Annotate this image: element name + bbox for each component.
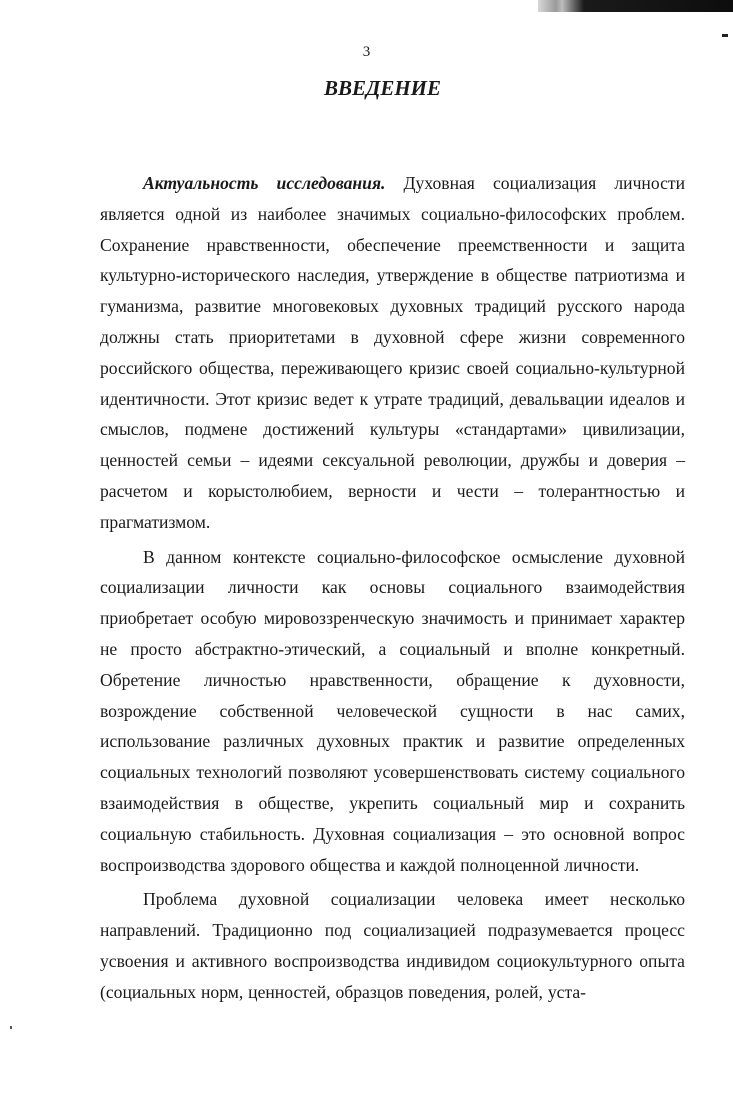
paragraph-text: Проблема духовной социализации человека имеет несколько направлений. Традиционно под социализацией подразумевается процесс усвоения и активного воспроизводства индивидом социокультурного опыта (социальных норм, ценностей, образцов поведения, ролей, уста-: [100, 889, 685, 1002]
paragraph-text: Духовная социализация личности является одной из наиболее значимых социально-философских проблем. Сохранение нравственности, обеспечение преемственности и защита культурно-исторического наследия, утверждение в обществе патриотизма и гуманизма, развитие многовековых духовных традиций русского народа должны стать приоритетами в духовной сфере жизни современного российского общества, переживающего кризис своей социально-культурной идентичности. Этот кризис ведет к утрате традиций, девальвации идеалов и смыслов, подмене достижений культуры «стандартами» цивилизации, ценностей семьи – идеями сексуальной революции, дружбы и доверия – расчетом и корыстолюбием, верности и чести – толерантностью и прагматизмом.: [100, 173, 685, 532]
page-number: 3: [362, 44, 371, 60]
paragraph-relevance: [100, 168, 685, 538]
page-title: ВВЕДЕНИЕ: [323, 76, 442, 100]
body-text: [100, 168, 685, 1008]
scan-artifact-bar: [538, 0, 733, 12]
paragraph-lead: Актуальность исследования.: [143, 173, 386, 193]
scan-artifact-dot: [10, 1026, 12, 1029]
paragraph-problem: [100, 884, 685, 1007]
paragraph-context: [100, 542, 685, 881]
paragraph-text: В данном контексте социально-философское осмысление духовной социализации личности как основы социального взаимодействия приобретает особую мировоззренческую значимость и принимает характер не просто абстрактно-этический, а социальный и вполне конкретный. Обретение личностью нравственности, обращение к духовности, возрождение собственной человеческой сущности в нас самих, использование различных духовных практик и развитие определенных социальных технологий позволяют усовершенствовать систему социального взаимодействия в обществе, укрепить социальный мир и сохранить социальную стабильность. Духовная социализация – это основной вопрос воспроизводства здорового общества и каждой полноценной личности.: [100, 546, 685, 875]
scan-artifact-mark: [722, 34, 728, 37]
